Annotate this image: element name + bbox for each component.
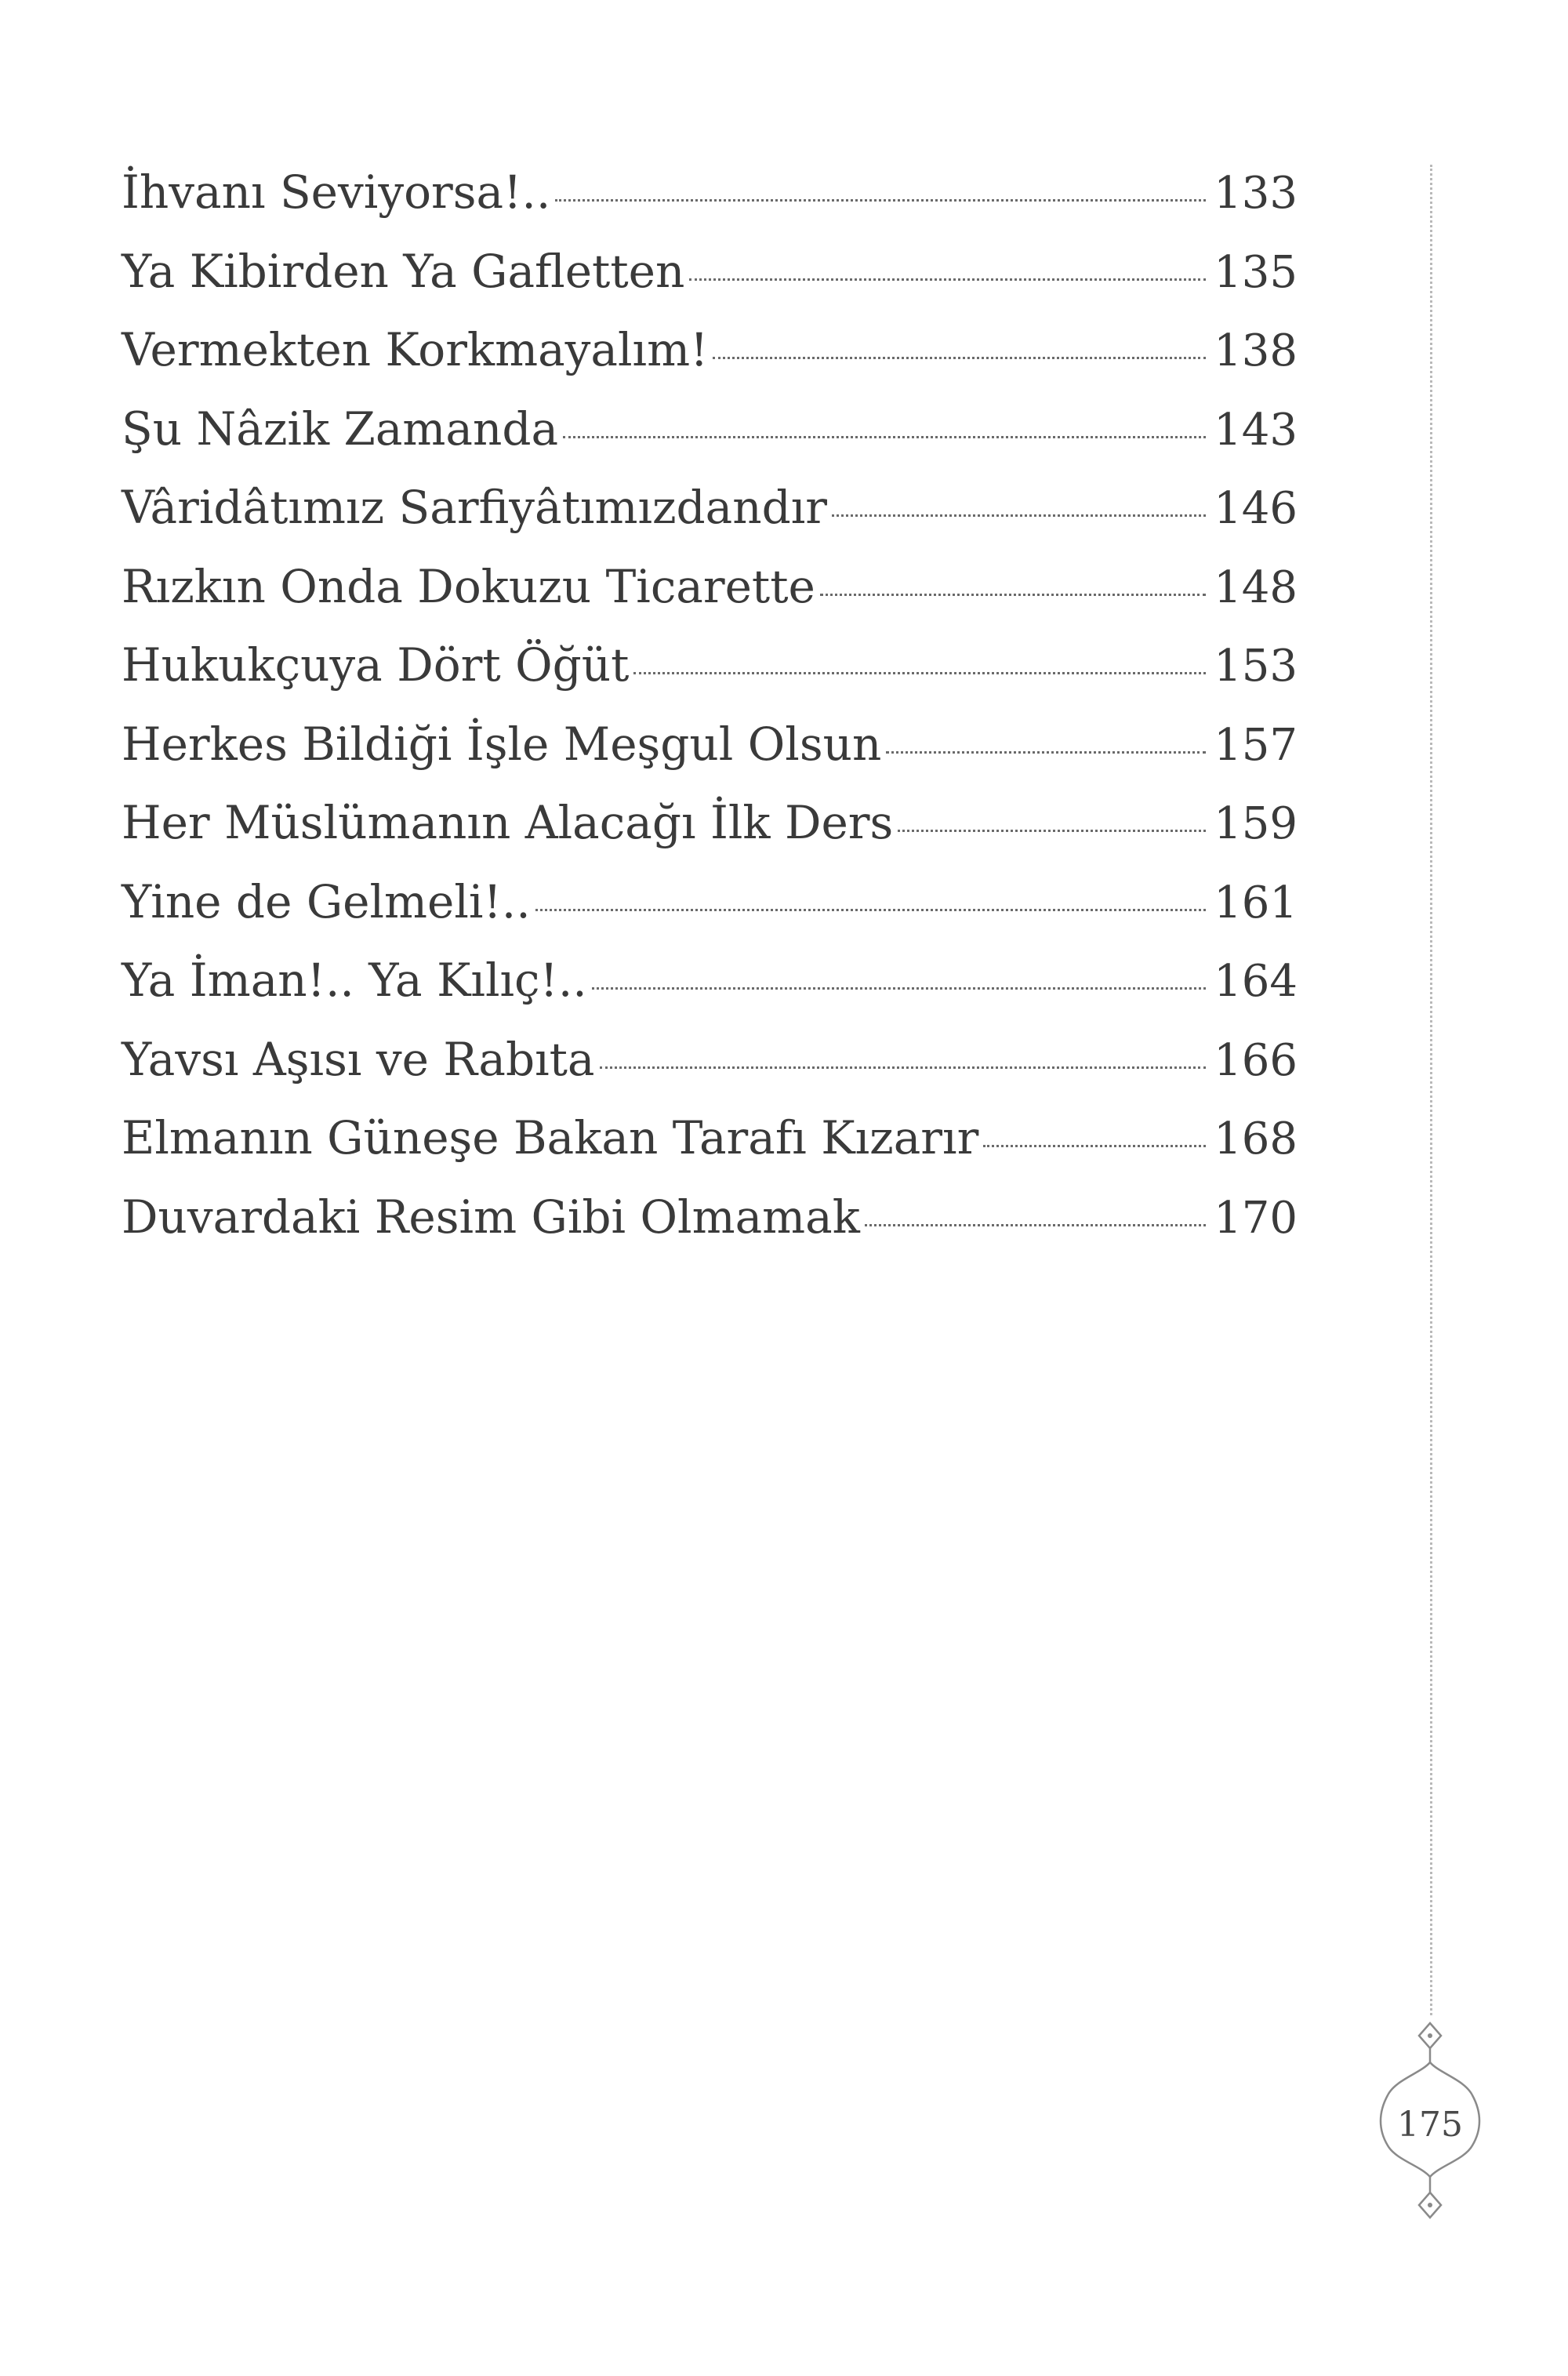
toc-entry-page: 153 xyxy=(1214,641,1298,692)
toc-entry-title: Duvardaki Resim Gibi Olmamak xyxy=(122,1190,860,1244)
dot-leader xyxy=(886,751,1206,754)
toc-entry-title: Rızkın Onda Dokuzu Ticarette xyxy=(122,559,815,613)
toc-entry[interactable] xyxy=(122,705,1298,784)
dot-leader xyxy=(820,594,1206,596)
dot-leader xyxy=(898,830,1206,832)
dot-leader xyxy=(865,1224,1206,1226)
page-number: 175 xyxy=(1397,2105,1463,2145)
toc-entry-title: Ya Kibirden Ya Gafletten xyxy=(122,244,685,298)
toc-entry-page: 164 xyxy=(1214,956,1298,1007)
toc-entry-title: Herkes Bildiği İşle Meşgul Olsun xyxy=(122,717,882,771)
dot-leader xyxy=(563,436,1206,438)
margin-dotted-rule xyxy=(1430,165,1432,2015)
toc-entry-page: 157 xyxy=(1214,719,1298,771)
toc-entry-title: Elmanın Güneşe Bakan Tarafı Kızarır xyxy=(122,1111,979,1164)
toc-entry[interactable] xyxy=(122,1178,1298,1257)
toc-entry-page: 143 xyxy=(1214,404,1298,456)
dot-leader xyxy=(713,357,1206,359)
dot-leader xyxy=(592,987,1206,990)
toc-entry-page: 135 xyxy=(1214,246,1298,298)
toc-entry-page: 168 xyxy=(1214,1114,1298,1164)
toc-entry-page: 146 xyxy=(1214,483,1298,534)
toc-entry-title: Yavsı Aşısı ve Rabıta xyxy=(122,1032,595,1086)
toc-entry[interactable] xyxy=(122,390,1298,469)
toc-entry[interactable] xyxy=(122,863,1298,942)
dot-leader xyxy=(535,909,1206,911)
toc-entry-page: 133 xyxy=(1214,168,1298,219)
toc-entry-title: Her Müslümanın Alacağı İlk Ders xyxy=(122,796,894,849)
toc-entry-page: 148 xyxy=(1214,561,1298,613)
dot-leader xyxy=(555,199,1206,202)
toc-entry-page: 138 xyxy=(1214,325,1298,376)
toc-entry-title: Yine de Gelmeli!.. xyxy=(122,874,531,928)
toc-entry[interactable] xyxy=(122,468,1298,547)
toc-entry-page: 166 xyxy=(1214,1034,1298,1086)
toc-entry[interactable] xyxy=(122,311,1298,390)
toc-entry[interactable] xyxy=(122,626,1298,705)
dot-leader xyxy=(633,672,1206,674)
toc-entry[interactable] xyxy=(122,783,1298,863)
toc-entry-title: İhvanı Seviyorsa!.. xyxy=(122,165,551,219)
dot-leader xyxy=(689,278,1206,281)
toc-entry-title: Vermekten Korkmayalım! xyxy=(122,323,709,376)
toc-entry-title: Hukukçuya Dört Öğüt xyxy=(122,638,630,692)
toc-entry[interactable] xyxy=(122,153,1298,232)
toc-entry-title: Şu Nâzik Zamanda xyxy=(122,401,559,456)
dot-leader xyxy=(600,1066,1207,1069)
dot-leader xyxy=(983,1145,1206,1147)
toc-entry[interactable] xyxy=(122,232,1298,311)
toc-entry-page: 170 xyxy=(1214,1192,1298,1244)
toc-entry-title: Vâridâtımız Sarfiyâtımızdandır xyxy=(122,481,828,534)
toc-entry[interactable] xyxy=(122,547,1298,627)
table-of-contents xyxy=(122,153,1298,1256)
toc-entry[interactable] xyxy=(122,941,1298,1020)
toc-entry[interactable] xyxy=(122,1020,1298,1099)
dot-leader xyxy=(832,514,1206,517)
toc-entry[interactable] xyxy=(122,1099,1298,1178)
toc-entry-page: 161 xyxy=(1214,877,1298,928)
toc-entry-page: 159 xyxy=(1214,798,1298,849)
toc-entry-title: Ya İman!.. Ya Kılıç!.. xyxy=(122,954,587,1007)
